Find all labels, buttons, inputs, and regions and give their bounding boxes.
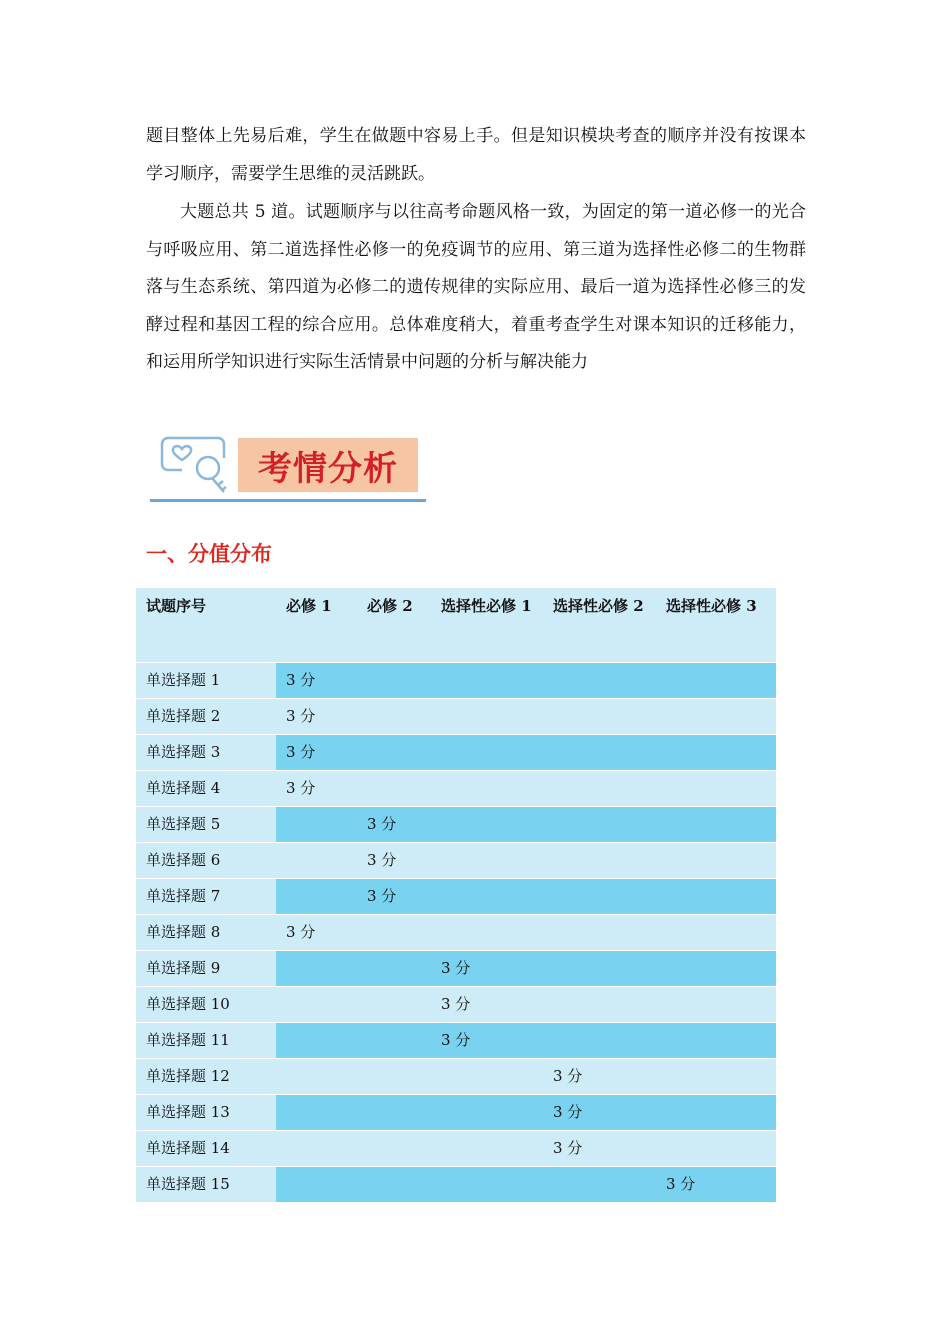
score-cell [431,1095,543,1131]
score-cell [543,915,656,951]
score-cell [543,771,656,807]
key-heart-icon [160,432,240,502]
score-cell [656,735,776,771]
question-label-cell: 单选择题 10 [136,987,276,1023]
section-title: 一、分值分布 [146,542,272,566]
score-cell [543,843,656,879]
question-label-cell: 单选择题 14 [136,1131,276,1167]
score-cell [431,663,543,699]
score-cell [543,879,656,915]
score-cell [357,1095,431,1131]
score-cell: 3 分 [276,663,357,699]
score-cell: 3 分 [543,1059,656,1095]
table-row [136,1095,776,1131]
score-cell [431,915,543,951]
section-banner [150,432,426,506]
score-cell [543,807,656,843]
score-cell [656,663,776,699]
question-label-cell: 单选择题 3 [136,735,276,771]
score-cell: 3 分 [357,843,431,879]
score-cell: 3 分 [431,951,543,987]
question-label-cell: 单选择题 6 [136,843,276,879]
question-label-cell: 单选择题 15 [136,1167,276,1203]
score-cell: 3 分 [656,1167,776,1203]
major-questions-paragraph: 大题总共 5 道。试题顺序与以往高考命题风格一致，为固定的第一道必修一的光合与呼吸应用、第二道选择性必修一的免疫调节的应用、第三道为选择性必修二的生物群落与生态系统、第四道为必修二的遗传规律的实际应用、最后一道为选择性必修三的发酵过程和基因工程的综合应用。总体难度稍大，着重考查学生对课本知识的迁移能力，和运用所学知识进行实际生活情景中问题的分析与解决能力 [146,202,806,372]
banner-title-box [238,438,418,492]
score-cell [276,951,357,987]
score-cell [431,807,543,843]
table-row [136,1131,776,1167]
score-cell [357,1023,431,1059]
score-cell [357,1059,431,1095]
intro-paragraph: 题目整体上先易后难，学生在做题中容易上手。但是知识模块考查的顺序并没有按课本学习顺序，需要学生思维的灵活跳跃。 [146,126,806,184]
score-cell [431,1131,543,1167]
score-cell [656,1131,776,1167]
score-cell [656,807,776,843]
score-cell [357,1131,431,1167]
score-cell: 3 分 [543,1131,656,1167]
score-cell [276,1023,357,1059]
score-cell [431,1059,543,1095]
column-header: 选择性必修 1 [431,588,543,663]
question-label-cell: 单选择题 2 [136,699,276,735]
score-cell: 3 分 [543,1095,656,1131]
score-cell: 3 分 [276,699,357,735]
table-row [136,879,776,915]
score-cell [656,843,776,879]
score-cell [656,771,776,807]
score-cell [276,843,357,879]
score-cell [431,843,543,879]
question-label-cell: 单选择题 4 [136,771,276,807]
table-row [136,735,776,771]
score-cell [276,807,357,843]
question-label-cell: 单选择题 8 [136,915,276,951]
score-cell: 3 分 [357,807,431,843]
score-cell [357,699,431,735]
table-row [136,663,776,699]
score-cell [543,663,656,699]
score-cell [276,1131,357,1167]
table-row [136,843,776,879]
score-cell [357,771,431,807]
score-cell: 3 分 [276,915,357,951]
score-cell [276,879,357,915]
question-label-cell: 单选择题 9 [136,951,276,987]
score-cell [357,735,431,771]
score-cell [357,987,431,1023]
score-cell [276,1095,357,1131]
score-cell [656,1095,776,1131]
score-cell [656,951,776,987]
score-cell [656,1059,776,1095]
score-cell [656,987,776,1023]
score-cell: 3 分 [431,987,543,1023]
score-cell [431,771,543,807]
score-cell [357,951,431,987]
score-cell [276,1059,357,1095]
question-label-cell: 单选择题 13 [136,1095,276,1131]
score-cell [656,1023,776,1059]
score-distribution-table [136,588,776,1203]
question-label-cell: 单选择题 7 [136,879,276,915]
score-cell [656,879,776,915]
score-cell [543,1023,656,1059]
score-cell: 3 分 [431,1023,543,1059]
question-label-cell: 单选择题 1 [136,663,276,699]
table-row [136,1059,776,1095]
score-cell: 3 分 [276,771,357,807]
table-row [136,699,776,735]
score-cell [543,735,656,771]
score-cell [431,699,543,735]
score-cell [357,915,431,951]
score-cell [431,1167,543,1203]
question-label-cell: 单选择题 5 [136,807,276,843]
table-row [136,1167,776,1203]
score-cell [431,879,543,915]
question-label-cell: 单选择题 11 [136,1023,276,1059]
score-cell [431,735,543,771]
score-cell [543,951,656,987]
banner-underline [150,499,426,502]
score-cell [543,699,656,735]
table-row [136,807,776,843]
score-cell [357,1167,431,1203]
table-row [136,915,776,951]
score-cell: 3 分 [357,879,431,915]
score-cell [357,663,431,699]
column-header: 必修 1 [276,588,357,663]
score-cell [656,699,776,735]
score-cell [276,987,357,1023]
score-cell [656,915,776,951]
table-row [136,1023,776,1059]
score-cell: 3 分 [276,735,357,771]
column-header: 必修 2 [357,588,431,663]
score-cell [276,1167,357,1203]
column-header: 选择性必修 3 [656,588,776,663]
table-row [136,771,776,807]
table-row [136,951,776,987]
column-header: 选择性必修 2 [543,588,656,663]
table-header-row [136,588,776,663]
banner-title: 考情分析 [258,448,398,489]
score-cell [543,987,656,1023]
question-label-cell: 单选择题 12 [136,1059,276,1095]
table-row [136,987,776,1023]
score-cell [543,1167,656,1203]
column-header: 试题序号 [136,588,276,663]
